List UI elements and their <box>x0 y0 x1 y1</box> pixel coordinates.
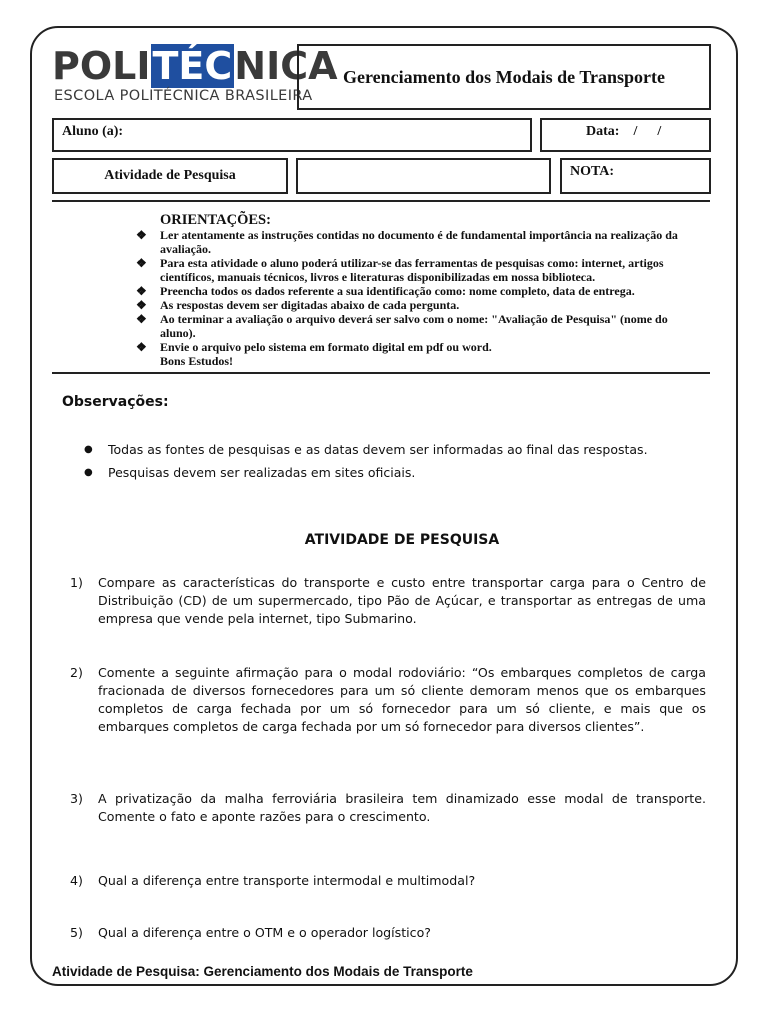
diamond-bullet-icon: ❖ <box>136 312 147 326</box>
list-item: ● Pesquisas devem ser realizadas em sites oficiais. <box>84 463 648 486</box>
question-4 <box>70 872 706 890</box>
list-item: ❖ Preencha todos os dados referente a sua identificação como: nome completo, data de entrega. <box>136 284 635 298</box>
orientacoes-section <box>136 212 696 368</box>
list-item: ❖ Para esta atividade o aluno poderá utilizar-se das ferramentas de pesquisas como: internet, artigos científicos, manuais técnicos, livros e literaturas disponibilizadas em nossa biblioteca. <box>136 256 664 284</box>
atividade-title: ATIVIDADE DE PESQUISA <box>304 532 500 548</box>
question-number: 1) <box>70 575 83 590</box>
observacoes-title: Observações: <box>62 394 169 410</box>
question-number: 2) <box>70 665 83 680</box>
list-item: ❖ Ao terminar a avaliação o arquivo deverá ser salvo com o nome: "Avaliação de Pesquisa" (nome do aluno). <box>136 312 668 340</box>
nota-field[interactable] <box>560 158 711 194</box>
logo-wordmark: POLITÉCNICA <box>52 44 338 88</box>
question-text: Qual a diferença entre o OTM e o operador logístico? <box>98 925 431 940</box>
list-item: ❖ As respostas devem ser digitadas abaixo de cada pergunta. <box>136 298 460 312</box>
question-text: Compare as características do transporte e custo entre transportar carga para o Centro de Distribuição (CD) de um supermercado, tipo Pão de Açúcar, e transportar as entregas de uma empresa que vende pela internet, tipo Submarino. <box>98 575 706 626</box>
list-item: ● Todas as fontes de pesquisas e as datas devem ser informadas ao final das respostas. <box>84 440 648 463</box>
question-3 <box>70 790 706 826</box>
aluno-label: Aluno (a): <box>62 124 124 139</box>
question-text: Comente a seguinte afirmação para o modal rodoviário: “Os embarques completos de carga fracionada de diversos fornecedores para um só cliente demoram menos que os embarques completos de carga fechada por um só fornecedor para um só cliente, e mais que os embarques completos de carga fechada por um só fornecedor para diversos clientes”. <box>98 665 706 734</box>
list-item: ❖ Envie o arquivo pelo sistema em formato digital em pdf ou word. <box>136 340 492 354</box>
question-5 <box>70 924 706 942</box>
question-text: Qual a diferença entre transporte intermodal e multimodal? <box>98 873 476 888</box>
diamond-bullet-icon: ❖ <box>136 298 147 312</box>
orientacoes-list <box>136 228 696 354</box>
data-separator: / <box>633 124 638 139</box>
list-item: ❖ Ler atentamente as instruções contidas no documento é de fundamental importância na realização da avaliação. <box>136 228 678 256</box>
atividade-label: Atividade de Pesquisa <box>52 158 288 194</box>
data-field[interactable] <box>540 118 711 152</box>
question-number: 3) <box>70 791 83 806</box>
divider <box>52 200 710 202</box>
document-title: Gerenciamento dos Modais de Transporte <box>297 44 711 110</box>
diamond-bullet-icon: ❖ <box>136 228 147 242</box>
blank-field[interactable] <box>296 158 551 194</box>
nota-label: NOTA: <box>570 164 615 179</box>
question-number: 4) <box>70 873 83 888</box>
closing-text: Bons Estudos! <box>160 354 234 368</box>
divider <box>52 372 710 374</box>
question-text: A privatização da malha ferroviária brasileira tem dinamizado esse modal de transporte. Comente o fato e aponte razões para o crescimento. <box>98 791 706 824</box>
data-separator: / <box>657 124 662 139</box>
question-2 <box>70 664 706 736</box>
page-footer: Atividade de Pesquisa: Gerenciamento dos Modais de Transporte <box>52 964 473 979</box>
question-1 <box>70 574 706 628</box>
logo-subtitle: ESCOLA POLITÉCNICA BRASILEIRA <box>54 88 313 104</box>
diamond-bullet-icon: ❖ <box>136 340 147 354</box>
orientacoes-title: ORIENTAÇÕES: <box>160 212 271 228</box>
diamond-bullet-icon: ❖ <box>136 284 147 298</box>
observacoes-list <box>84 440 648 486</box>
aluno-field[interactable] <box>52 118 532 152</box>
data-label: Data: <box>586 124 620 139</box>
logo <box>52 44 338 110</box>
question-number: 5) <box>70 925 83 940</box>
diamond-bullet-icon: ❖ <box>136 256 147 270</box>
